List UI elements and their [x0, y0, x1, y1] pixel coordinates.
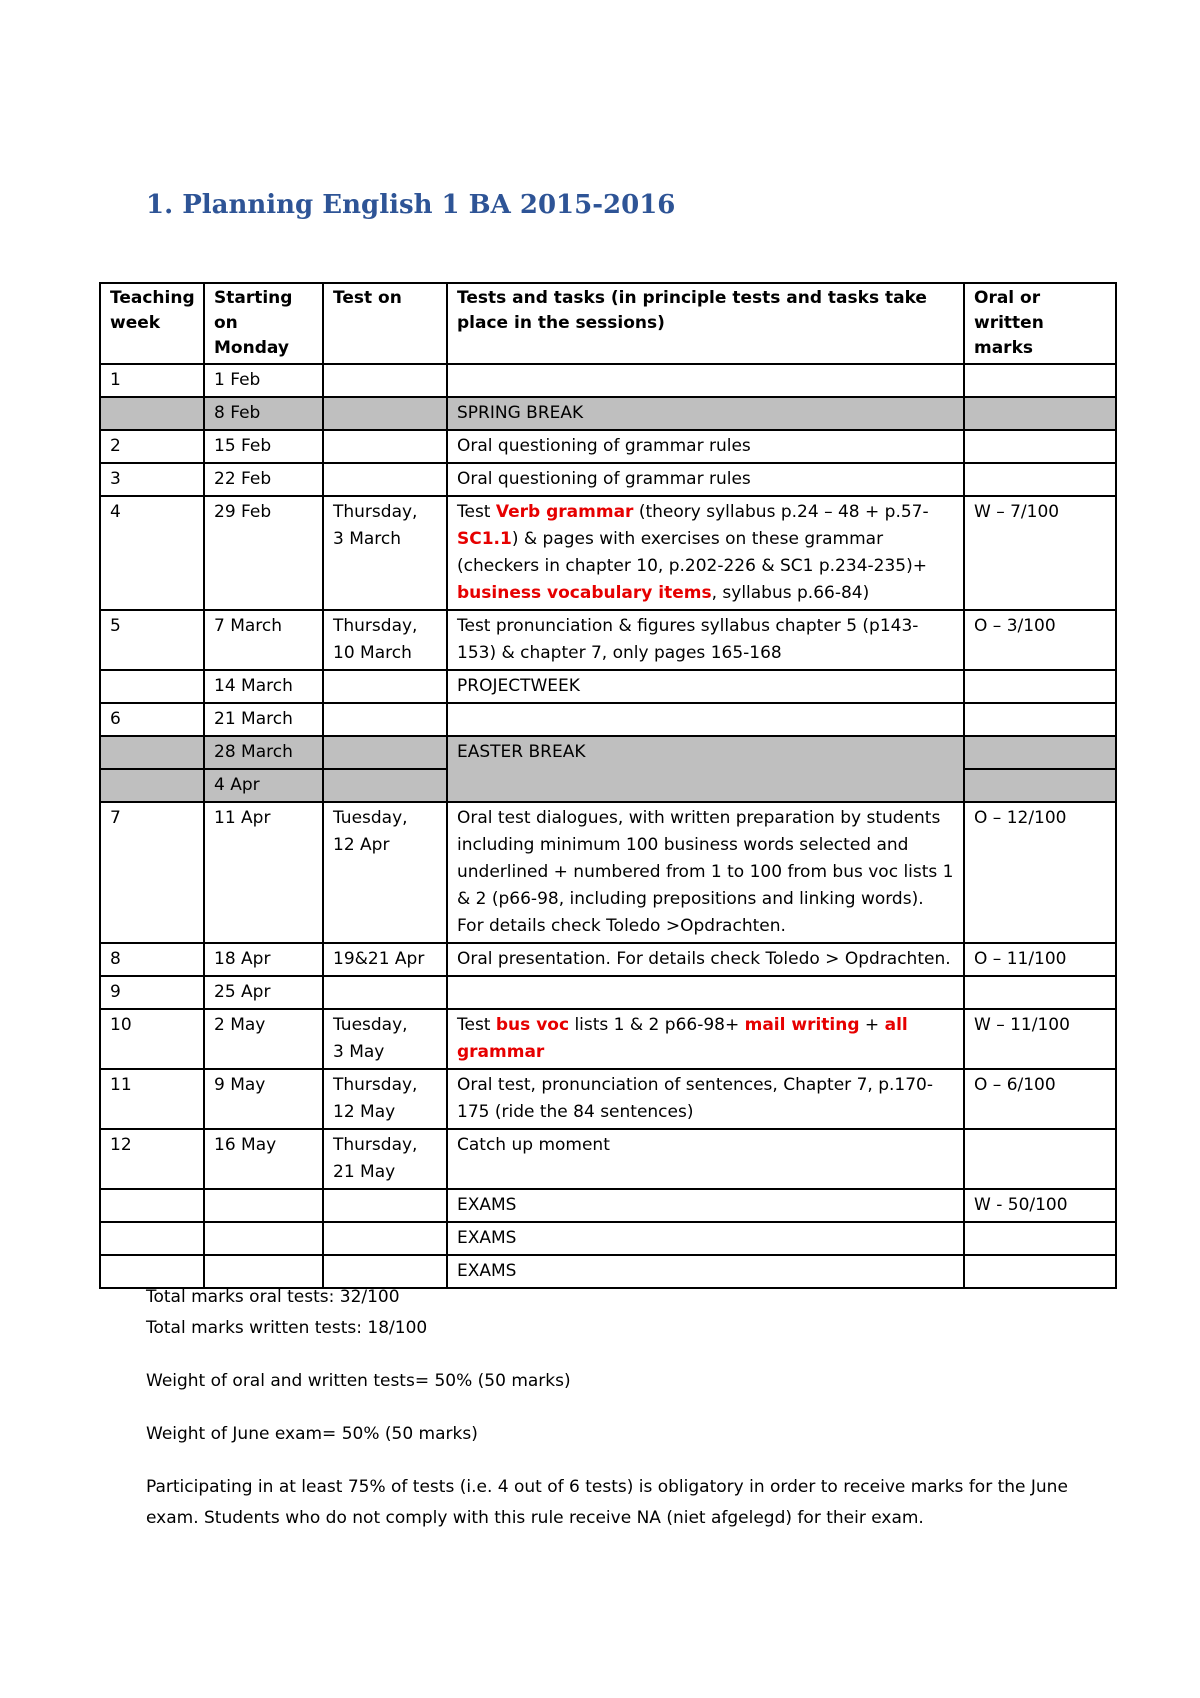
- table-row: [100, 670, 1116, 703]
- tasks-cell: [447, 364, 964, 397]
- weight-of-tests: Weight of oral and written tests= 50% (50 marks): [146, 1371, 571, 1391]
- table-row: [100, 610, 1116, 670]
- highlight-verb-grammar: Verb grammar: [495, 502, 634, 522]
- tasks-cell: [447, 496, 964, 610]
- week-cell: 7: [100, 802, 204, 943]
- start-cell: [204, 1189, 323, 1222]
- week-cell: 9: [100, 976, 204, 1009]
- test-on-cell: [323, 703, 447, 736]
- week-cell: 10: [100, 1009, 204, 1069]
- marks-cell: O – 3/100: [964, 610, 1116, 670]
- header-teaching-week: Teaching week: [100, 283, 204, 364]
- tasks-cell: [447, 976, 964, 1009]
- test-on-cell: [323, 769, 447, 802]
- start-cell: 28 March: [204, 736, 323, 769]
- start-cell: 22 Feb: [204, 463, 323, 496]
- start-cell: 4 Apr: [204, 769, 323, 802]
- highlight-all-grammar: all grammar: [457, 1015, 908, 1062]
- table-row: [100, 496, 1116, 610]
- table-row: [100, 364, 1116, 397]
- tasks-cell: Oral questioning of grammar rules: [447, 463, 964, 496]
- test-on-cell: Thursday, 12 May: [323, 1069, 447, 1129]
- test-on-cell: [323, 397, 447, 430]
- test-on-cell: [323, 1222, 447, 1255]
- header-starting-on-monday: Starting on Monday: [204, 283, 323, 364]
- task-text: lists 1 & 2 p66-98+: [569, 1015, 745, 1035]
- marks-cell: [964, 769, 1116, 802]
- table-row: [100, 736, 1116, 769]
- test-on-cell: Tuesday, 12 Apr: [323, 802, 447, 943]
- tasks-cell: Oral test, pronunciation of sentences, Chapter 7, p.170-175 (ride the 84 sentences): [447, 1069, 964, 1129]
- start-cell: 16 May: [204, 1129, 323, 1189]
- tasks-cell: PROJECTWEEK: [447, 670, 964, 703]
- table-row: [100, 703, 1116, 736]
- start-cell: 8 Feb: [204, 397, 323, 430]
- week-cell: 2: [100, 430, 204, 463]
- test-on-cell: [323, 364, 447, 397]
- header-tests-and-tasks: Tests and tasks (in principle tests and tasks take place in the sessions): [447, 283, 964, 364]
- table-row: [100, 463, 1116, 496]
- tasks-cell-easter-break: EASTER BREAK: [447, 736, 964, 802]
- tasks-cell: Oral test dialogues, with written preparation by students including minimum 100 business words selected and underlined + numbered from 1 to 100 from bus voc lists 1 & 2 (p66-98, including prepositions and linking words). For details check Toledo >Opdrachten.: [447, 802, 964, 943]
- planning-table: [99, 282, 1117, 1289]
- tasks-cell: EXAMS: [447, 1255, 964, 1288]
- start-cell: 2 May: [204, 1009, 323, 1069]
- week-cell: [100, 397, 204, 430]
- table-row: [100, 802, 1116, 943]
- start-cell: 15 Feb: [204, 430, 323, 463]
- marks-cell: W – 7/100: [964, 496, 1116, 610]
- marks-cell: [964, 976, 1116, 1009]
- marks-cell: [964, 1129, 1116, 1189]
- week-cell: 6: [100, 703, 204, 736]
- marks-cell: [964, 430, 1116, 463]
- header-marks: Oral or written marks: [964, 283, 1116, 364]
- week-cell: [100, 769, 204, 802]
- total-oral-marks: Total marks oral tests: 32/100: [146, 1287, 400, 1307]
- test-on-cell: [323, 430, 447, 463]
- test-on-cell: Thursday, 10 March: [323, 610, 447, 670]
- table-row: [100, 943, 1116, 976]
- tasks-cell: SPRING BREAK: [447, 397, 964, 430]
- table-row: [100, 397, 1116, 430]
- test-on-cell: [323, 736, 447, 769]
- start-cell: [204, 1222, 323, 1255]
- table-row: [100, 430, 1116, 463]
- task-text: ) & pages with exercises on these grammar (checkers in chapter 10, p.202-226 & SC1 p.234-235)+: [457, 529, 927, 576]
- table-row: [100, 1222, 1116, 1255]
- week-cell: 1: [100, 364, 204, 397]
- task-text: +: [859, 1015, 885, 1035]
- test-on-cell: [323, 670, 447, 703]
- tasks-cell: EXAMS: [447, 1189, 964, 1222]
- start-cell: 1 Feb: [204, 364, 323, 397]
- marks-cell: [964, 463, 1116, 496]
- week-cell: 4: [100, 496, 204, 610]
- task-text: , syllabus p.66-84): [711, 583, 870, 603]
- test-on-cell: [323, 1189, 447, 1222]
- table-row: [100, 1189, 1116, 1222]
- marks-cell: [964, 670, 1116, 703]
- marks-cell: W – 11/100: [964, 1009, 1116, 1069]
- marks-cell: [964, 703, 1116, 736]
- start-cell: 14 March: [204, 670, 323, 703]
- marks-cell: O – 12/100: [964, 802, 1116, 943]
- highlight-business-vocabulary: business vocabulary items: [457, 583, 712, 603]
- table-row: [100, 1009, 1116, 1069]
- highlight-sc1-1: SC1.1: [457, 529, 512, 549]
- week-cell: 12: [100, 1129, 204, 1189]
- tasks-cell: Catch up moment: [447, 1129, 964, 1189]
- start-cell: 11 Apr: [204, 802, 323, 943]
- tasks-cell: Oral presentation. For details check Toledo > Opdrachten.: [447, 943, 964, 976]
- marks-cell: O – 11/100: [964, 943, 1116, 976]
- page-title: 1. Planning English 1 BA 2015-2016: [146, 190, 676, 220]
- test-on-cell: 19&21 Apr: [323, 943, 447, 976]
- weight-of-exam: Weight of June exam= 50% (50 marks): [146, 1424, 478, 1444]
- test-on-cell: Thursday, 21 May: [323, 1129, 447, 1189]
- test-on-cell: [323, 463, 447, 496]
- highlight-mail-writing: mail writing: [744, 1015, 860, 1035]
- start-cell: 9 May: [204, 1069, 323, 1129]
- header-test-on: Test on: [323, 283, 447, 364]
- table-row: [100, 976, 1116, 1009]
- tasks-cell: Test pronunciation & figures syllabus chapter 5 (p143-153) & chapter 7, only pages 165-168: [447, 610, 964, 670]
- marks-cell: [964, 736, 1116, 769]
- tasks-cell: Oral questioning of grammar rules: [447, 430, 964, 463]
- task-text: Test: [457, 502, 496, 522]
- week-cell: 5: [100, 610, 204, 670]
- total-written-marks: Total marks written tests: 18/100: [146, 1318, 428, 1338]
- marks-cell: [964, 397, 1116, 430]
- tasks-cell: [447, 703, 964, 736]
- start-cell: 25 Apr: [204, 976, 323, 1009]
- task-text: Test: [457, 1015, 496, 1035]
- start-cell: 18 Apr: [204, 943, 323, 976]
- table-row: [100, 1069, 1116, 1129]
- participation-rule: Participating in at least 75% of tests (i.e. 4 out of 6 tests) is obligatory in order to receive marks for the June exam. Students who do not comply with this rule receive NA (niet afgelegd) for their exam.: [146, 1477, 1068, 1528]
- start-cell: 7 March: [204, 610, 323, 670]
- test-on-cell: Thursday, 3 March: [323, 496, 447, 610]
- marks-cell: [964, 1222, 1116, 1255]
- table-header-row: [100, 283, 1116, 364]
- task-text: (theory syllabus p.24 – 48 + p.57-: [633, 502, 929, 522]
- week-cell: [100, 670, 204, 703]
- tasks-cell: EXAMS: [447, 1222, 964, 1255]
- notes-section: [146, 1282, 1106, 1534]
- week-cell: [100, 1189, 204, 1222]
- week-cell: [100, 1222, 204, 1255]
- start-cell: 21 March: [204, 703, 323, 736]
- week-cell: [100, 736, 204, 769]
- start-cell: 29 Feb: [204, 496, 323, 610]
- table-row: [100, 1129, 1116, 1189]
- marks-cell: W - 50/100: [964, 1189, 1116, 1222]
- week-cell: 11: [100, 1069, 204, 1129]
- highlight-bus-voc: bus voc: [495, 1015, 570, 1035]
- tasks-cell: [447, 1009, 964, 1069]
- week-cell: 8: [100, 943, 204, 976]
- test-on-cell: [323, 976, 447, 1009]
- marks-cell: [964, 364, 1116, 397]
- week-cell: 3: [100, 463, 204, 496]
- marks-cell: O – 6/100: [964, 1069, 1116, 1129]
- test-on-cell: Tuesday, 3 May: [323, 1009, 447, 1069]
